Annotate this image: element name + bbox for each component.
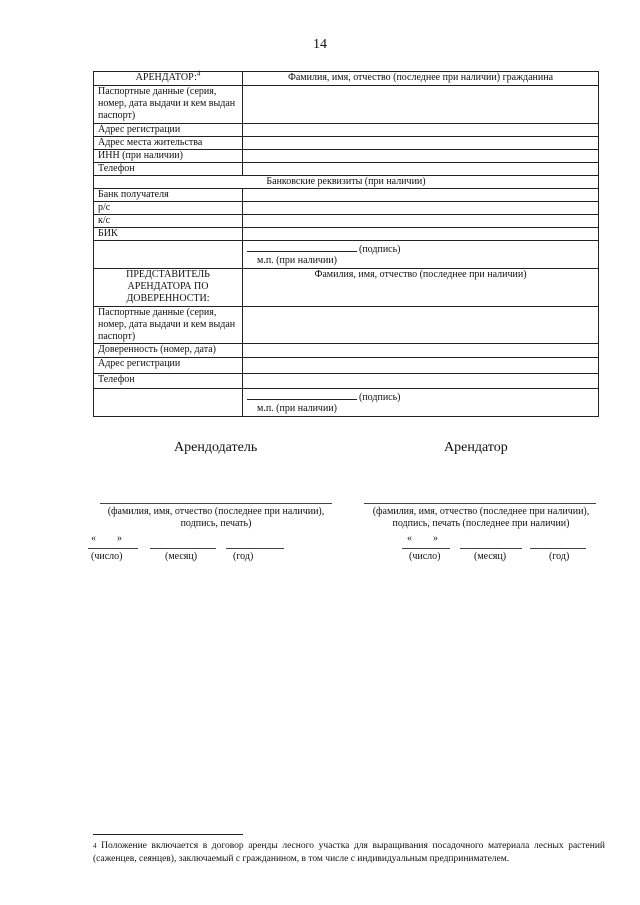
- page-number: 14: [313, 37, 327, 52]
- rs-value[interactable]: [243, 202, 599, 215]
- live-address-label: Адрес места жительства: [94, 137, 243, 150]
- rep-signature-line: [247, 389, 357, 400]
- bank-header: Банковские реквизиты (при наличии): [94, 176, 599, 189]
- footnote: [93, 840, 605, 866]
- rs-label: р/с: [94, 202, 243, 215]
- lessee-month-label: (месяц): [474, 551, 507, 562]
- rep-reg-address-label: Адрес регистрации: [94, 358, 243, 374]
- table-row: [94, 137, 599, 150]
- lessee-year-label: (год): [549, 551, 570, 562]
- lessee-quote-open: «: [407, 533, 412, 544]
- lessee-day-label: (число): [409, 551, 441, 562]
- lessee-signature-line[interactable]: [364, 503, 596, 504]
- rep-signature-empty-cell: [94, 389, 243, 417]
- table-row: [94, 163, 599, 176]
- table-row: [94, 241, 599, 269]
- lessor-quote-close: »: [117, 533, 122, 544]
- rep-signature-caption: (подпись): [359, 392, 401, 403]
- live-address-value[interactable]: [243, 137, 599, 150]
- signature-caption: (подпись): [359, 244, 401, 255]
- lessee-header-cell: [94, 69, 243, 86]
- lessee-quote-close: »: [433, 533, 438, 544]
- table-row: [94, 269, 599, 307]
- footnote-ref: 4: [196, 69, 201, 78]
- footnote-text: Положение включается в договор аренды лесного участка для выращивания посадочного материала лесных растений (саженцев, сеянцев), заключаемый с гражданином, в том числе с индивидуальным предпринимателем.: [93, 841, 605, 864]
- signature-empty-cell: [94, 241, 243, 269]
- table-row: [94, 189, 599, 202]
- rep-fio-header: Фамилия, имя, отчество (последнее при наличии): [243, 269, 599, 307]
- lessor-month-label: (месяц): [165, 551, 198, 562]
- inn-value[interactable]: [243, 150, 599, 163]
- bik-label: БИК: [94, 228, 243, 241]
- lessor-quote-open: «: [91, 533, 96, 544]
- rep-reg-address-value[interactable]: [243, 358, 599, 374]
- rep-passport-value[interactable]: [243, 307, 599, 344]
- ks-value[interactable]: [243, 215, 599, 228]
- lessee-title: Арендатор: [444, 440, 508, 455]
- rep-phone-label: Телефон: [94, 374, 243, 389]
- reg-address-value[interactable]: [243, 124, 599, 137]
- lessor-year-label: (год): [233, 551, 254, 562]
- fio-header: Фамилия, имя, отчество (последнее при наличии) гражданина: [243, 72, 599, 86]
- table-row: [94, 358, 599, 374]
- footnote-separator: [93, 834, 243, 835]
- lessee-year-line[interactable]: [530, 548, 586, 549]
- rep-phone-value[interactable]: [243, 374, 599, 389]
- table-row: [94, 389, 599, 417]
- table-row: [94, 176, 599, 189]
- table-row: [94, 202, 599, 215]
- table-row: [94, 228, 599, 241]
- rep-header-label: ПРЕДСТАВИТЕЛЬ АРЕНДАТОРА ПО ДОВЕРЕННОСТИ:: [94, 269, 243, 307]
- table-row: [94, 124, 599, 137]
- table-row: [94, 374, 599, 389]
- table-row: [94, 72, 599, 86]
- rep-signature-cell[interactable]: [243, 389, 599, 417]
- lessee-details-table: [93, 71, 599, 417]
- lessor-signature-line[interactable]: [100, 503, 332, 504]
- bik-value[interactable]: [243, 228, 599, 241]
- lessor-year-line[interactable]: [226, 548, 284, 549]
- lessee-day-line[interactable]: [402, 548, 450, 549]
- table-row: [94, 307, 599, 344]
- reg-address-label: Адрес регистрации: [94, 124, 243, 137]
- passport-label: Паспортные данные (серия, номер, дата выдачи и кем выдан паспорт): [94, 86, 243, 124]
- power-of-attorney-label: Доверенность (номер, дата): [94, 344, 243, 358]
- rep-stamp-caption: м.п. (при наличии): [257, 403, 337, 414]
- lessor-day-line[interactable]: [88, 548, 138, 549]
- lessee-caption: (фамилия, имя, отчество (последнее при наличии), подпись, печать (последнее при наличии): [372, 506, 590, 529]
- stamp-caption: м.п. (при наличии): [257, 255, 337, 266]
- rep-passport-label: Паспортные данные (серия, номер, дата выдачи и кем выдан паспорт): [94, 307, 243, 344]
- signature-cell[interactable]: [243, 241, 599, 269]
- lessee-header-label: АРЕНДАТОР:: [135, 72, 197, 83]
- power-of-attorney-value[interactable]: [243, 344, 599, 358]
- passport-value[interactable]: [243, 86, 599, 124]
- ks-label: к/с: [94, 215, 243, 228]
- phone-label: Телефон: [94, 163, 243, 176]
- lessor-caption: (фамилия, имя, отчество (последнее при наличии), подпись, печать): [107, 506, 325, 529]
- lessor-title: Арендодатель: [174, 440, 258, 455]
- bank-value[interactable]: [243, 189, 599, 202]
- inn-label: ИНН (при наличии): [94, 150, 243, 163]
- table-row: [94, 86, 599, 124]
- footnote-number: 4: [93, 842, 97, 850]
- table-row: [94, 344, 599, 358]
- phone-value[interactable]: [243, 163, 599, 176]
- lessor-day-label: (число): [91, 551, 123, 562]
- bank-label: Банк получателя: [94, 189, 243, 202]
- table-row: [94, 150, 599, 163]
- lessor-month-line[interactable]: [150, 548, 216, 549]
- signature-line: [247, 241, 357, 252]
- lessee-month-line[interactable]: [460, 548, 522, 549]
- table-row: [94, 215, 599, 228]
